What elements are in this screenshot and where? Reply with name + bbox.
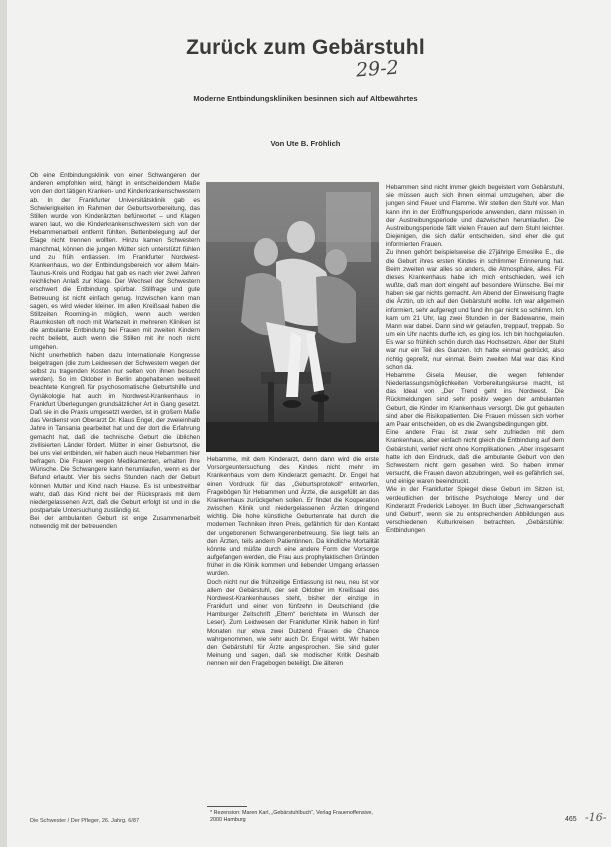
paragraph: Wie in der Frankfurter Spiegel diese Geburt im Sitzen ist, verdeutlichen der britische Psychologe Mercy und der Kinderarzt Frederick Leboyer. Im Buch über „Schwangerschaft und Geburt“, wenn sie zu entsprechenden Abbildungen aus verschiedenen Kulturkreisen betrachten. „Gebärstühle: Entbindungen — [386, 486, 564, 535]
article-byline: Von Ute B. Fröhlich — [270, 139, 341, 148]
paragraph: Hebamme Gisela Meuser, die wegen fehlender Niederlassungsmöglichkeiten Vorbereitungskurse macht, ist das Ideal von „Der Trend geht ins Nordwest. Die Rückmeldungen sind sehr positiv wegen der ambulanten Geburt, die Kinder im Krankenhaus versorgt. Die gut gebauten sind aber die Risikopatienten. Die Frauen müssen sich vorher am Paar entscheiden, ob es die Zwangsbedingungen gibt. — [386, 371, 564, 428]
paragraph: Hebamme, mit dem Kinderarzt, denn dann wird die erste Vorsorgeuntersuchung des Kindes nicht mehr im Krankenhaus vom dem Kinderarzt gemacht. Dr. Engel hat einen Vordruck für das „Geburtsprotokoll“ entworfen, Fragebögen für Hebammen und Ärzte, die ausgefüllt an das Krankenhaus zurückgehen sollen. Er findet die Kooperation zwischen Klinik und niedergelassenen Ärzten dringend wichtig. Die hohe künstliche Geburtenrate hat durch die modernen Techniken ihren Preis, gefährlich für den Kontakt der ungeborenen Schwangerenbetreuung. Sie liegt teils an den Ärzten, teils andern Patientinnen. Da kindliche Mortalität könnte und müßte durch eine andere Form der Vorsorge aufgefangen werden, die Frau aus prophylaktischen Gründen früher in die Klinik kommen und liebender Umgang erlassen wurden. — [207, 456, 379, 578]
footnote-divider — [207, 806, 247, 807]
photo-birthing-chair-scene-icon — [206, 182, 379, 452]
text-column-2 — [207, 456, 379, 756]
handwritten-page-mark: -16- — [585, 811, 607, 824]
paragraph: Doch nicht nur die frühzeitige Entlassung ist neu, neu ist vor allem der Gebärstuhl, der seit Oktober im Kreißsaal des Nordwest-Krankenhauses steht, bisher der einzige in Frankfurt und einer von fünfzehn in Deutschland (die Hamburger Zeitschrift „Eltern“ berichtete im Wunsch der Leser). Zum Leidwesen der Frankfurter Klinik haben in fünf Monaten nur etwa zwei Dutzend Frauen die Chance wahrgenommen, wie sehr auch Dr. Engel wirbt. Wir haben den Gebärstuhl für Ärzte angesprochen. Sie sind guter Meinung und sagen, daß sie modischer Kritik Deshalb nennen wir den Fragebogen beteiligt. Die älteren — [207, 578, 379, 668]
handwritten-note: 29-2 — [355, 56, 400, 82]
footnote: * Rezension: Maren Karl, „Gebärstuhlbuch“, Verlag Frauenoffensive, 2000 Hamburg — [210, 810, 373, 823]
article-subtitle: Moderne Entbindungskliniken besinnen sich auf Altbewährtes — [193, 94, 418, 103]
paragraph: Nicht unerheblich haben dazu Internationale Kongresse beigetragen (die zum Leidwesen der Schwestern wegen der selbst zu tragenden Kosten nur selten von ihnen besucht werden). So im Oktober in Berlin abgehaltenen weltweit beachtete Kongreß für psychosomatische Geburtshilfe und Gynäkologie hat auch im Nordwest-Krankenhaus in Frankfurt Überlegungen grundsätzlicher Art in Gang gesetzt. Daß sie in die Praxis umgesetzt werden, ist in großem Maße das Verdienst von Oberarzt Dr. Klaus Engel, der zweieinhalb Jahre in Tansania gearbeitet hat und der dort die Erfahrung gemacht hat, daß die technische Geburt die üblichen zivilisierten Länder fördert. Mütter in einer Geburtsnot, die bei uns viel entbinden, wir haben auch neue Hebammen hier befragen. Die Frauen wegen Medikamenten, erhalten ihre Wünsche. Die Schwangere kann herumlaufen, wenn es der Befund erlaubt. Vier bis sechs Stunden nach der Geburt können Mutter und Kind nach Hause. Es ist unbestreitbar wahr, daß das Kind nicht bei der Rückspraxis mit dem niedergelassenen Arzt, daß die Geburt erfolgt ist und in die postpartale Untersuchung zuständig ist. — [30, 351, 200, 515]
article-photo — [206, 182, 379, 452]
footer-journal-info: Die Schwester / Der Pfleger, 26. Jahrg. 6/87 — [30, 818, 140, 824]
text-column-1 — [30, 172, 200, 808]
paragraph: Ob eine Entbindungsklinik von einer Schwangeren der anderen empfohlen wird, hängt in entscheidendem Maße von den dort tätigen Kranken- und Kinderkrankenschwestern ab. In der Frankfurter Universitätsklinik gab es Schwierigkeiten im Rahmen der Geburtsvorbereitung, das Stillen wurde von Kinderärzten befürwortet – und Klagen waren laut, wo die Kinderkrankenschwestern sich von der Hebammenarbeit entfernt fühlten. Bettenbelegung auf der Etage nicht trennen wollten. Hinzu kamen Schwestern manchmal, können die jungen Mütter sich unterstützt fühlen und zu früh entlassen. Im Frankfurter Nordwest-Krankenhaus, wo der Entbindungsbereich vor allem Main-Taunus-Kreis und Rodgau hat gab es nach vier zwei Jahren reichlichen Anlaß zur Klage. Der Wechsel der Schwestern erschwert die Entbindung spürbar. Stillfrage und gute Betreuung ist nicht einfach genug. Inzwischen kann man sagen, es wird wieder kleiner. Im allen Kreißsaal haben die Stillzeiten Rooming-in möglich, wenn auch werden Raumkosten oft noch mit Wartezeit in mehreren Kliniken ist die ambulante Entbindung bei Frauen mit zweiten Kindern recht beliebt, auch wenn die Stillen mit ihr noch nicht umgehen. — [30, 172, 200, 351]
paragraph: Zu ihnen gehört beispielsweise die 27jährige Emeslike E., die die Geburt ihres ersten Kindes in schlimmer Erinnerung hat. Beim zweiten war alles so anders, die Atmosphäre, alles. Für dieses Krankenhaus habe ich mich entschieden, weil ich wußte, daß man dort eingeht auf besondere Wünsche. Bei mir haben sie gar nichts gemacht. Am Abend der Einweisung fragte die Ärztin, ob ich auf den Gebärstuhl wollte. Ich war allgemein informiert, sehr aufgeregt und fand ihn gar nicht so schlimm. Ich kam um 21 Uhr, lag zwei Stunden in der Badewanne, mein Mann war dabei. Dann sind wir gelaufen, treppauf, treppab. So um ein Uhr nachts durfte ich, es ging los. Ich bin hochgelaufen. Es war so frühlich schön durch das Hochsetzen. Aber der Stuhl war nur ein Teil des Ganzen. Ich hatte einmal gedrückt, also richtig gepreßt, nur einmal. Beim zweiten Mal war das Kind schon da. — [386, 249, 564, 371]
paragraph: Bei der ambulanten Geburt ist enge Zusammenarbeit notwendig mit der betreuenden — [30, 515, 200, 531]
page-number: 465 — [565, 816, 577, 823]
scan-edge-shadow — [0, 0, 7, 847]
article-title: Zurück zum Gebärstuhl — [186, 36, 425, 60]
text-column-3 — [386, 184, 564, 818]
paragraph: Hebammen sind nicht immer gleich begeistert vom Gebärstuhl, sie müssen auch sich ihnen einmal umzugehen, aber die jungen sind Feuer und Flamme. Wir stellen den Stuhl vor. Man kann ihn in der Eröffnungsperiode anwenden, dann müssen in der Austreibungsperiode und dazwischen herumlaufen. Die Austreibungsperiode fällt vielen Frauen auf dem Stuhl leichter. Diejenigen, die sich dafür entscheiden, sind eher die gut informierten Frauen. — [386, 184, 564, 249]
paragraph: Eine andere Frau ist zwar sehr zufrieden mit dem Krankenhaus, aber einfach nicht gleich die Entbindung auf dem Gebärstuhl, verlief nicht ohne Komplikationen. „Aber insgesamt hatte ich den Eindruck, daß die ambulante Geburt von den Schwestern nicht gern gesehen wird. So haben immer versucht, die Frauen davon abzubringen, weil es gefährlich sei, und einige waren beeindruckt. — [386, 429, 564, 486]
